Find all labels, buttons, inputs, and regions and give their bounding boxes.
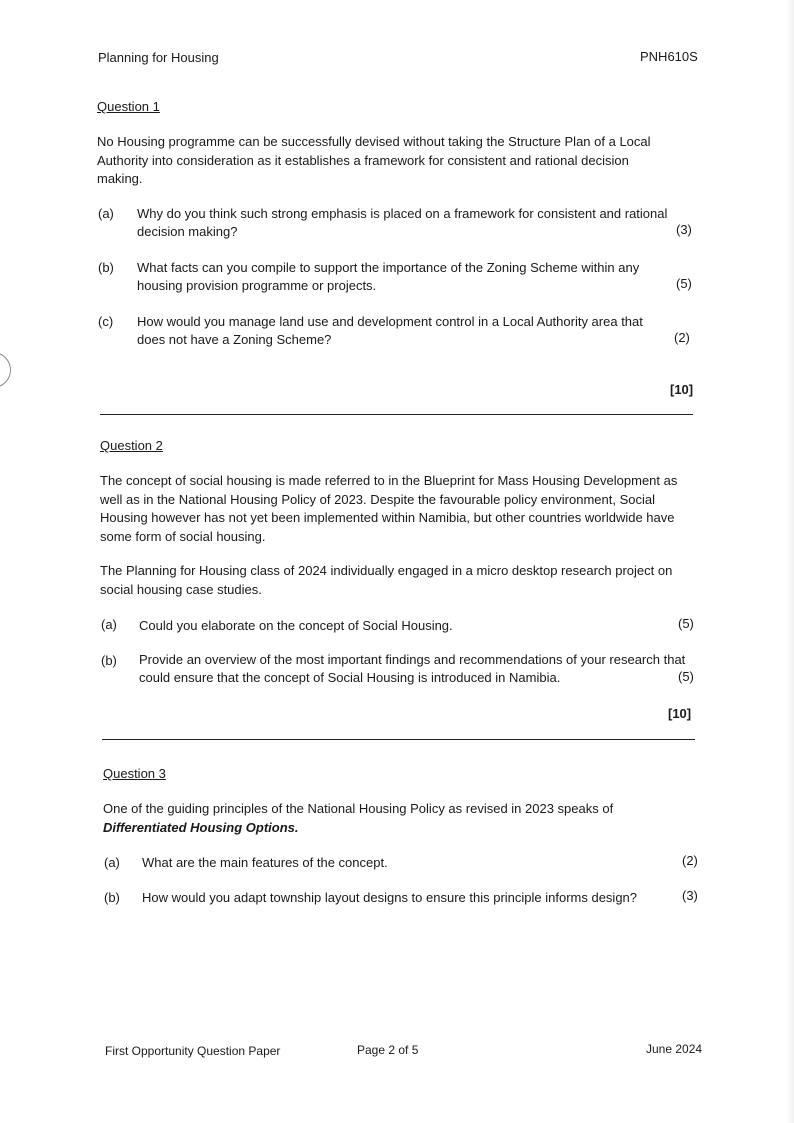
q1-c-letter: (c) xyxy=(98,314,114,329)
section-divider xyxy=(102,739,695,740)
question-3-intro xyxy=(103,800,698,837)
q1-c-text: How would you manage land use and development control in a Local Authority area that does not have a Zoning Scheme? xyxy=(137,314,643,347)
q3-a-letter: (a) xyxy=(104,855,120,870)
question-1-title: Question 1 xyxy=(97,99,160,114)
q1-b-letter: (b) xyxy=(98,260,114,275)
question-2-intro: The concept of social housing is made referred to in the Blueprint for Mass Housing Development as well as in the National Housing Policy of 2023. Despite the favourable policy environment, Social Housing however has not yet been implemented within Namibia, but other countries worldwide have some form of social housing. xyxy=(100,473,678,544)
q2-b-letter: (b) xyxy=(101,653,117,668)
question-3-intro-emphasis: Differentiated Housing Options. xyxy=(103,819,299,835)
question-3-intro-text: One of the guiding principles of the National Housing Policy as revised in 2023 speaks of xyxy=(103,801,614,816)
footer-page-number: Page 2 of 5 xyxy=(357,1043,419,1057)
q2-b-text: Provide an overview of the most important findings and recommendations of your research that could ensure that the concept of Social Housing is introduced in Namibia. xyxy=(139,652,686,685)
footer-paper-type: First Opportunity Question Paper xyxy=(105,1044,281,1058)
q2-a-text: Could you elaborate on the concept of Social Housing. xyxy=(139,618,453,633)
question-3-title: Question 3 xyxy=(103,766,166,781)
question-2-title: Question 2 xyxy=(100,438,163,453)
q3-b-text: How would you adapt township layout designs to ensure this principle informs design? xyxy=(142,890,638,905)
question-1-intro: No Housing programme can be successfully devised without taking the Structure Plan of a Local Authority into consideration as it establishes a framework for consistent and rational decision making. xyxy=(97,134,651,186)
question-2-total: [10] xyxy=(668,706,692,721)
punch-hole-mark xyxy=(0,352,11,388)
footer-date: June 2024 xyxy=(646,1042,703,1056)
course-title: Planning for Housing xyxy=(98,50,219,65)
scan-edge-shadow xyxy=(786,0,794,1123)
question-1-total: [10] xyxy=(670,382,694,397)
q3-a-text: What are the main features of the concept. xyxy=(142,855,388,870)
q2-b-marks: (5) xyxy=(678,669,694,684)
q1-a-marks: (3) xyxy=(676,222,692,237)
q1-c-marks: (2) xyxy=(674,330,690,345)
q1-b-marks: (5) xyxy=(676,276,692,291)
course-code: PNH610S xyxy=(640,49,698,64)
q1-a-letter: (a) xyxy=(98,206,114,221)
q1-b-text: What facts can you compile to support the importance of the Zoning Scheme within any housing provision programme or projects. xyxy=(137,260,640,293)
q1-a-text: Why do you think such strong emphasis is placed on a framework for consistent and rational decision making? xyxy=(137,206,668,239)
q2-a-letter: (a) xyxy=(101,617,117,632)
section-divider xyxy=(100,414,693,415)
q3-a-marks: (2) xyxy=(682,853,698,868)
q2-a-marks: (5) xyxy=(678,616,694,631)
q3-b-marks: (3) xyxy=(682,888,698,903)
question-2-intro-2: The Planning for Housing class of 2024 individually engaged in a micro desktop research project on social housing case studies. xyxy=(100,563,673,597)
q3-b-letter: (b) xyxy=(104,890,120,905)
